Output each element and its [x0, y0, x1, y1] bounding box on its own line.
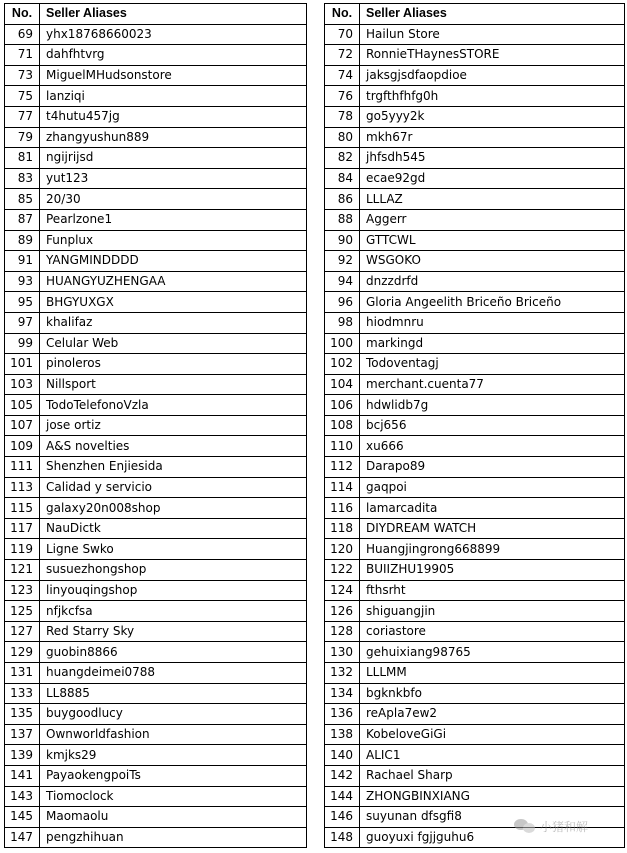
seller-alias: mkh67r [360, 127, 625, 148]
table-row [325, 230, 625, 251]
seller-table-left-body [5, 24, 307, 848]
table-row [5, 745, 307, 766]
table-row [325, 745, 625, 766]
row-number: 75 [5, 86, 40, 107]
row-number: 70 [325, 24, 360, 45]
table-row [325, 539, 625, 560]
row-number: 85 [5, 189, 40, 210]
row-number: 87 [5, 209, 40, 230]
seller-alias: coriastore [360, 621, 625, 642]
row-number: 77 [5, 106, 40, 127]
row-number: 99 [5, 333, 40, 354]
table-row [5, 86, 307, 107]
row-number: 132 [325, 663, 360, 684]
seller-alias: BUIIZHU19905 [360, 560, 625, 581]
table-row [5, 292, 307, 313]
row-number: 112 [325, 457, 360, 478]
row-number: 97 [5, 312, 40, 333]
seller-alias: DIYDREAM WATCH [360, 518, 625, 539]
row-number: 90 [325, 230, 360, 251]
row-number: 79 [5, 127, 40, 148]
row-number: 121 [5, 560, 40, 581]
seller-alias: Gloria Angeelith Briceño Briceño [360, 292, 625, 313]
row-number: 139 [5, 745, 40, 766]
table-row [5, 621, 307, 642]
row-number: 118 [325, 518, 360, 539]
seller-alias: A&S novelties [40, 436, 307, 457]
seller-alias: 20/30 [40, 189, 307, 210]
table-row [325, 786, 625, 807]
seller-alias: ecae92gd [360, 168, 625, 189]
row-number: 144 [325, 786, 360, 807]
table-row [5, 601, 307, 622]
seller-alias: Huangjingrong668899 [360, 539, 625, 560]
table-row [325, 86, 625, 107]
seller-alias: ALIC1 [360, 745, 625, 766]
row-number: 80 [325, 127, 360, 148]
row-number: 108 [325, 415, 360, 436]
seller-alias: markingd [360, 333, 625, 354]
row-number: 72 [325, 45, 360, 66]
table-row [325, 580, 625, 601]
seller-alias: khalifaz [40, 312, 307, 333]
table-row [325, 436, 625, 457]
table-row [5, 642, 307, 663]
table-row [5, 765, 307, 786]
row-number: 88 [325, 209, 360, 230]
seller-alias: hdwlidb7g [360, 395, 625, 416]
seller-alias: Maomaolu [40, 807, 307, 828]
seller-alias: hiodmnru [360, 312, 625, 333]
row-number: 76 [325, 86, 360, 107]
seller-alias: HUANGYUZHENGAA [40, 271, 307, 292]
seller-alias: dnzzdrfd [360, 271, 625, 292]
seller-alias: WSGOKO [360, 251, 625, 272]
seller-alias: t4hutu457jg [40, 106, 307, 127]
row-number: 114 [325, 477, 360, 498]
seller-alias: reApla7ew2 [360, 704, 625, 725]
seller-alias: Tiomoclock [40, 786, 307, 807]
table-row [325, 395, 625, 416]
table-row [325, 724, 625, 745]
row-number: 116 [325, 498, 360, 519]
seller-alias: shiguangjin [360, 601, 625, 622]
row-number: 146 [325, 807, 360, 828]
seller-alias: Aggerr [360, 209, 625, 230]
table-row [5, 415, 307, 436]
table-row [325, 498, 625, 519]
table-row [5, 395, 307, 416]
watermark [514, 814, 624, 838]
seller-alias: Shenzhen Enjiesida [40, 457, 307, 478]
row-number: 91 [5, 251, 40, 272]
table-row [5, 477, 307, 498]
table-row [5, 127, 307, 148]
row-number: 138 [325, 724, 360, 745]
seller-alias: fthsrht [360, 580, 625, 601]
row-number: 143 [5, 786, 40, 807]
seller-alias: suyunan dfsgfi8 [360, 807, 625, 828]
table-row [5, 312, 307, 333]
table-row [5, 148, 307, 169]
seller-alias: lanziqi [40, 86, 307, 107]
row-number: 147 [5, 827, 40, 848]
seller-alias: trgfthfhfg0h [360, 86, 625, 107]
row-number: 131 [5, 663, 40, 684]
table-row [5, 560, 307, 581]
row-number: 115 [5, 498, 40, 519]
seller-alias: pengzhihuan [40, 827, 307, 848]
seller-alias: guobin8866 [40, 642, 307, 663]
table-header-row [5, 4, 307, 25]
seller-alias: gehuixiang98765 [360, 642, 625, 663]
table-row [325, 189, 625, 210]
table-row [325, 65, 625, 86]
wechat-icon [514, 817, 536, 835]
row-number: 82 [325, 148, 360, 169]
seller-table-right-body [325, 24, 625, 848]
row-number: 96 [325, 292, 360, 313]
row-number: 125 [5, 601, 40, 622]
seller-alias: LL8885 [40, 683, 307, 704]
table-row [5, 436, 307, 457]
seller-alias: yhx18768660023 [40, 24, 307, 45]
seller-alias: huangdeimei0788 [40, 663, 307, 684]
table-row [5, 827, 307, 848]
table-header-row [325, 4, 625, 25]
seller-alias: Celular Web [40, 333, 307, 354]
table-row [325, 477, 625, 498]
table-row [5, 189, 307, 210]
row-number: 133 [5, 683, 40, 704]
row-number: 92 [325, 251, 360, 272]
seller-alias: Nillsport [40, 374, 307, 395]
row-number: 106 [325, 395, 360, 416]
table-row [5, 724, 307, 745]
seller-alias: PayaokengpoiTs [40, 765, 307, 786]
table-row [5, 45, 307, 66]
seller-alias: bgknkbfo [360, 683, 625, 704]
table-row [5, 704, 307, 725]
table-row [325, 621, 625, 642]
row-number: 74 [325, 65, 360, 86]
seller-alias: Hailun Store [360, 24, 625, 45]
table-row [5, 106, 307, 127]
table-row [325, 374, 625, 395]
seller-alias: zhangyushun889 [40, 127, 307, 148]
table-row [5, 354, 307, 375]
row-number: 89 [5, 230, 40, 251]
seller-table-left [4, 3, 307, 848]
row-number: 105 [5, 395, 40, 416]
seller-alias: LLLMM [360, 663, 625, 684]
row-number: 73 [5, 65, 40, 86]
seller-alias: Ownworldfashion [40, 724, 307, 745]
table-row [325, 251, 625, 272]
seller-alias: Pearlzone1 [40, 209, 307, 230]
table-row [325, 106, 625, 127]
table-row [5, 271, 307, 292]
row-number: 140 [325, 745, 360, 766]
seller-table-right [324, 3, 625, 848]
seller-alias: yut123 [40, 168, 307, 189]
table-row [5, 663, 307, 684]
seller-alias: jaksgjsdfaopdioe [360, 65, 625, 86]
row-number: 129 [5, 642, 40, 663]
seller-alias: guoyuxi fgjjguhu6 [360, 827, 625, 848]
seller-alias: pinoleros [40, 354, 307, 375]
row-number: 128 [325, 621, 360, 642]
seller-alias: BHGYUXGX [40, 292, 307, 313]
row-number: 111 [5, 457, 40, 478]
row-number: 145 [5, 807, 40, 828]
table-row [5, 209, 307, 230]
watermark-text: 小猪和解 [540, 819, 589, 834]
table-row [325, 765, 625, 786]
table-row [5, 333, 307, 354]
seller-alias: ZHONGBINXIANG [360, 786, 625, 807]
table-row [5, 683, 307, 704]
row-number: 110 [325, 436, 360, 457]
table-row [5, 457, 307, 478]
seller-alias: susuezhongshop [40, 560, 307, 581]
seller-alias: jose ortiz [40, 415, 307, 436]
seller-alias: nfjkcfsa [40, 601, 307, 622]
row-number: 102 [325, 354, 360, 375]
row-number: 130 [325, 642, 360, 663]
seller-alias: kmjks29 [40, 745, 307, 766]
row-number: 142 [325, 765, 360, 786]
column-header-no: No. [325, 4, 360, 25]
table-row [5, 786, 307, 807]
seller-alias: Ligne Swko [40, 539, 307, 560]
column-header-seller-aliases: Seller Aliases [360, 4, 625, 25]
row-number: 71 [5, 45, 40, 66]
seller-alias: linyouqingshop [40, 580, 307, 601]
table-row [5, 580, 307, 601]
row-number: 109 [5, 436, 40, 457]
table-row [325, 601, 625, 622]
seller-alias: jhfsdh545 [360, 148, 625, 169]
seller-alias: RonnieTHaynesSTORE [360, 45, 625, 66]
seller-alias: Calidad y servicio [40, 477, 307, 498]
seller-alias: dahfhtvrg [40, 45, 307, 66]
table-row [325, 292, 625, 313]
row-number: 126 [325, 601, 360, 622]
table-row [325, 209, 625, 230]
table-row [325, 560, 625, 581]
row-number: 84 [325, 168, 360, 189]
table-row [325, 333, 625, 354]
table-row [5, 498, 307, 519]
table-row [325, 663, 625, 684]
table-row [325, 312, 625, 333]
seller-alias: NauDictk [40, 518, 307, 539]
seller-alias: merchant.cuenta77 [360, 374, 625, 395]
seller-alias: Todoventagj [360, 354, 625, 375]
seller-alias: bcj656 [360, 415, 625, 436]
seller-alias: xu666 [360, 436, 625, 457]
table-row [5, 230, 307, 251]
row-number: 95 [5, 292, 40, 313]
column-header-no: No. [5, 4, 40, 25]
table-row [325, 168, 625, 189]
column-header-seller-aliases: Seller Aliases [40, 4, 307, 25]
seller-alias: LLLAZ [360, 189, 625, 210]
row-number: 81 [5, 148, 40, 169]
table-row [325, 518, 625, 539]
table-row [325, 457, 625, 478]
seller-alias: Darapo89 [360, 457, 625, 478]
seller-alias: TodoTelefonoVzla [40, 395, 307, 416]
row-number: 103 [5, 374, 40, 395]
table-row [5, 168, 307, 189]
seller-alias: ngijrijsd [40, 148, 307, 169]
table-row [5, 24, 307, 45]
row-number: 107 [5, 415, 40, 436]
table-row [325, 148, 625, 169]
seller-alias: KobeloveGiGi [360, 724, 625, 745]
row-number: 124 [325, 580, 360, 601]
table-row [325, 24, 625, 45]
row-number: 86 [325, 189, 360, 210]
row-number: 141 [5, 765, 40, 786]
row-number: 113 [5, 477, 40, 498]
row-number: 100 [325, 333, 360, 354]
table-row [325, 271, 625, 292]
row-number: 93 [5, 271, 40, 292]
row-number: 104 [325, 374, 360, 395]
table-row [325, 704, 625, 725]
seller-alias: MiguelMHudsonstore [40, 65, 307, 86]
table-row [5, 65, 307, 86]
row-number: 101 [5, 354, 40, 375]
seller-alias: lamarcadita [360, 498, 625, 519]
table-row [325, 683, 625, 704]
row-number: 94 [325, 271, 360, 292]
row-number: 83 [5, 168, 40, 189]
seller-alias: go5yyy2k [360, 106, 625, 127]
row-number: 120 [325, 539, 360, 560]
row-number: 127 [5, 621, 40, 642]
table-row [5, 251, 307, 272]
table-row [325, 642, 625, 663]
table-row [325, 127, 625, 148]
row-number: 69 [5, 24, 40, 45]
row-number: 98 [325, 312, 360, 333]
table-row [5, 374, 307, 395]
row-number: 137 [5, 724, 40, 745]
row-number: 135 [5, 704, 40, 725]
seller-alias: Funplux [40, 230, 307, 251]
row-number: 136 [325, 704, 360, 725]
seller-alias: Red Starry Sky [40, 621, 307, 642]
table-row [325, 415, 625, 436]
seller-alias: Rachael Sharp [360, 765, 625, 786]
table-row [5, 807, 307, 828]
seller-alias: galaxy20n008shop [40, 498, 307, 519]
row-number: 117 [5, 518, 40, 539]
row-number: 123 [5, 580, 40, 601]
seller-alias: gaqpoi [360, 477, 625, 498]
row-number: 78 [325, 106, 360, 127]
table-row [5, 518, 307, 539]
table-row [325, 45, 625, 66]
row-number: 148 [325, 827, 360, 848]
row-number: 119 [5, 539, 40, 560]
table-row [5, 539, 307, 560]
seller-alias: YANGMINDDDD [40, 251, 307, 272]
row-number: 122 [325, 560, 360, 581]
row-number: 134 [325, 683, 360, 704]
seller-alias: GTTCWL [360, 230, 625, 251]
seller-alias: buygoodlucy [40, 704, 307, 725]
table-row [325, 354, 625, 375]
